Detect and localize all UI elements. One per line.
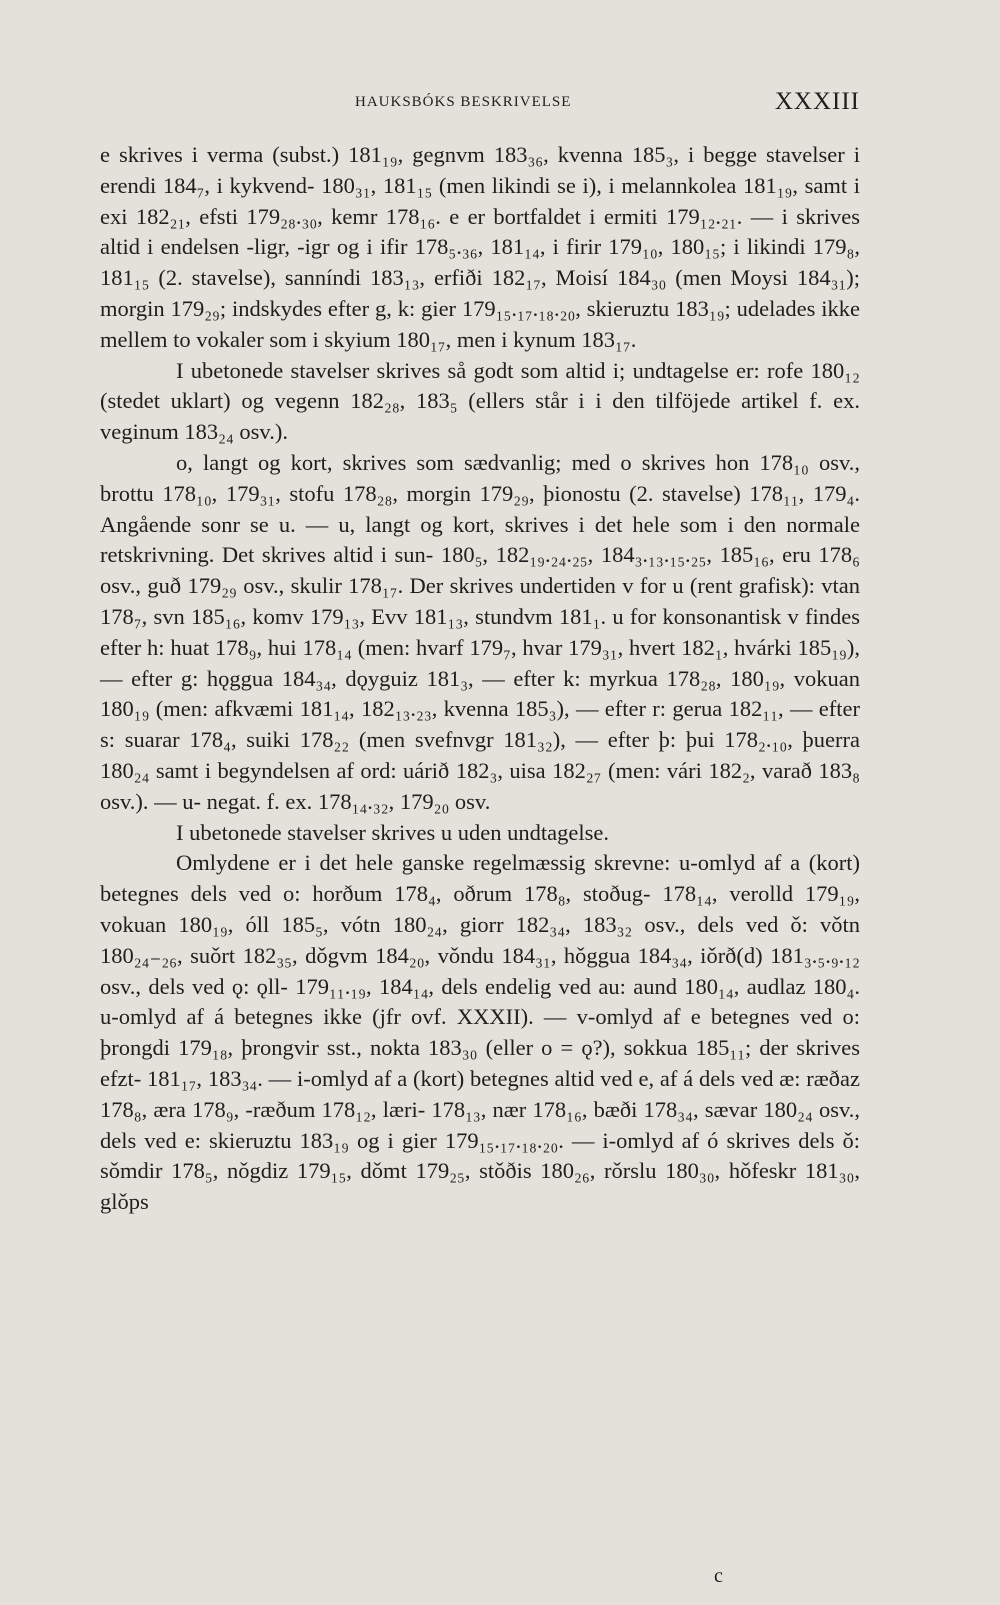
signature-mark: c [714, 1565, 723, 1587]
paragraph: I ubetonede stavelser skrives så godt som altid i; undtagelse er: rofe 180₁₂ (stedet uklart) og vegenn 182₂₈, 183₅ (ellers står i i den tilföjede artikel f. ex. veginum 183₂₄ osv.). [100, 357, 860, 445]
paragraph: Omlydene er i det hele ganske regelmæssig skrevne: u-omlyd af a (kort) betegnes dels ved o: horðum 178₄, oðrum 178₈, stoðug- 178₁₄, verolld 179₁₉, vokuan 180₁₉, óll 185₅, vótn 180₂₄, giorr 182₃₄, 183₃₂ osv., dels ved ǒ: vǒtn 180₂₄₋₂₆, suǒrt 182₃₅, dǒgvm 184₂₀, vǒndu 184₃₁, hǒggua 184₃₄, iǒrð(d) 181₃.₅.₉.₁₂ osv., dels ved ǫ: ǫll- 179₁₁.₁₉, 184₁₄, dels endelig ved au: aund 180₁₄, audlaz 180₄. u-omlyd af á betegnes ikke (jfr ovf. XXXII). — v-omlyd af e betegnes ved o: þrongdi 179₁₈, þrongvir sst., nokta 183₃₀ (eller o = ǫ?), sokkua 185₁₁; der skrives efzt- 181₁₇, 183₃₄. — i-omlyd af a (kort) betegnes altid ved e, af á dels ved æ: ræðaz 178₈, æra 178₉, -ræðum 178₁₂, læri- 178₁₃, nær 178₁₆, bæði 178₃₄, sævar 180₂₄ osv., dels ved e: skieruztu 183₁₉ og i gier 179₁₅.₁₇.₁₈.₂₀. — i-omlyd af ó skrives dels ǒ: sǒmdir 178₅, nǒgdiz 179₁₅, dǒmt 179₂₅, stǒðis 180₂₆, rǒrslu 180₃₀, hǒfeskr 181₃₀, glǒps [100, 850, 860, 1215]
page-header [100, 88, 860, 122]
page-number: XXXIII [774, 88, 860, 115]
paragraph: I ubetonede stavelser skrives u uden undtagelse. [176, 819, 609, 845]
paragraph: o, langt og kort, skrives som sædvanlig; med o skrives hon 178₁₀ osv., brottu 178₁₀, 179₃₁, stofu 178₂₈, morgin 179₂₉, þionostu (2. stavelse) 178₁₁, 179₄. Angående sonr se u. — u, langt og kort, skrives i det hele som i den normale retskrivning. Det skrives altid i sun- 180₅, 182₁₉.₂₄.₂₅, 184₃.₁₃.₁₅.₂₅, 185₁₆, eru 178₆ osv., guð 179₂₉ osv., skulir 178₁₇. Der skrives undertiden v for u (rent grafisk): vtan 178₇, svn 185₁₆, komv 179₁₃, Evv 181₁₃, stundvm 181₁. u for konsonantisk v findes efter h: huat 178₉, hui 178₁₄ (men: hvarf 179₇, hvar 179₃₁, hvert 182₁, hvárki 185₁₉), — efter g: hǫggua 184₃₄, dǫyguiz 181₃, — efter k: myrkua 178₂₈, 180₁₉, vokuan 180₁₉ (men: afkvæmi 181₁₄, 182₁₃.₂₃, kvenna 185₃), — efter r: gerua 182₁₁, — efter s: suarar 178₄, suiki 178₂₂ (men svefnvgr 181₃₂), — efter þ: þui 178₂.₁₀, þuerra 180₂₄ samt i begyndelsen af ord: uárið 182₃, uisa 182₂₇ (men: vári 182₂, varað 183₈ osv.). — u- negat. f. ex. 178₁₄.₃₂, 179₂₀ osv. [100, 449, 860, 814]
running-head: HAUKSBÓKS BESKRIVELSE [355, 94, 572, 110]
body-text [100, 140, 860, 1218]
paragraph: e skrives i verma (subst.) 181₁₉, gegnvm 183₃₆, kvenna 185₃, i begge stavelser i erendi 184₇, i kykvend- 180₃₁, 181₁₅ (men likindi se i), i melannkolea 181₁₉, samt i exi 182₂₁, efsti 179₂₈.₃₀, kemr 178₁₆. e er bortfaldet i ermiti 179₁₂.₂₁. — i skrives altid i endelsen -ligr, -igr og i ifir 178₅.₃₆, 181₁₄, i firir 179₁₀, 180₁₅; i likindi 179₈, 181₁₅ (2. stavelse), sanníndi 183₁₃, erfiði 182₁₇, Moisí 184₃₀ (men Moysi 184₃₁); morgin 179₂₉; indskydes efter g, k: gier 179₁₅.₁₇.₁₈.₂₀, skieruztu 183₁₉; udelades ikke mellem to vokaler som i skyium 180₁₇, men i kynum 183₁₇. [100, 142, 860, 352]
